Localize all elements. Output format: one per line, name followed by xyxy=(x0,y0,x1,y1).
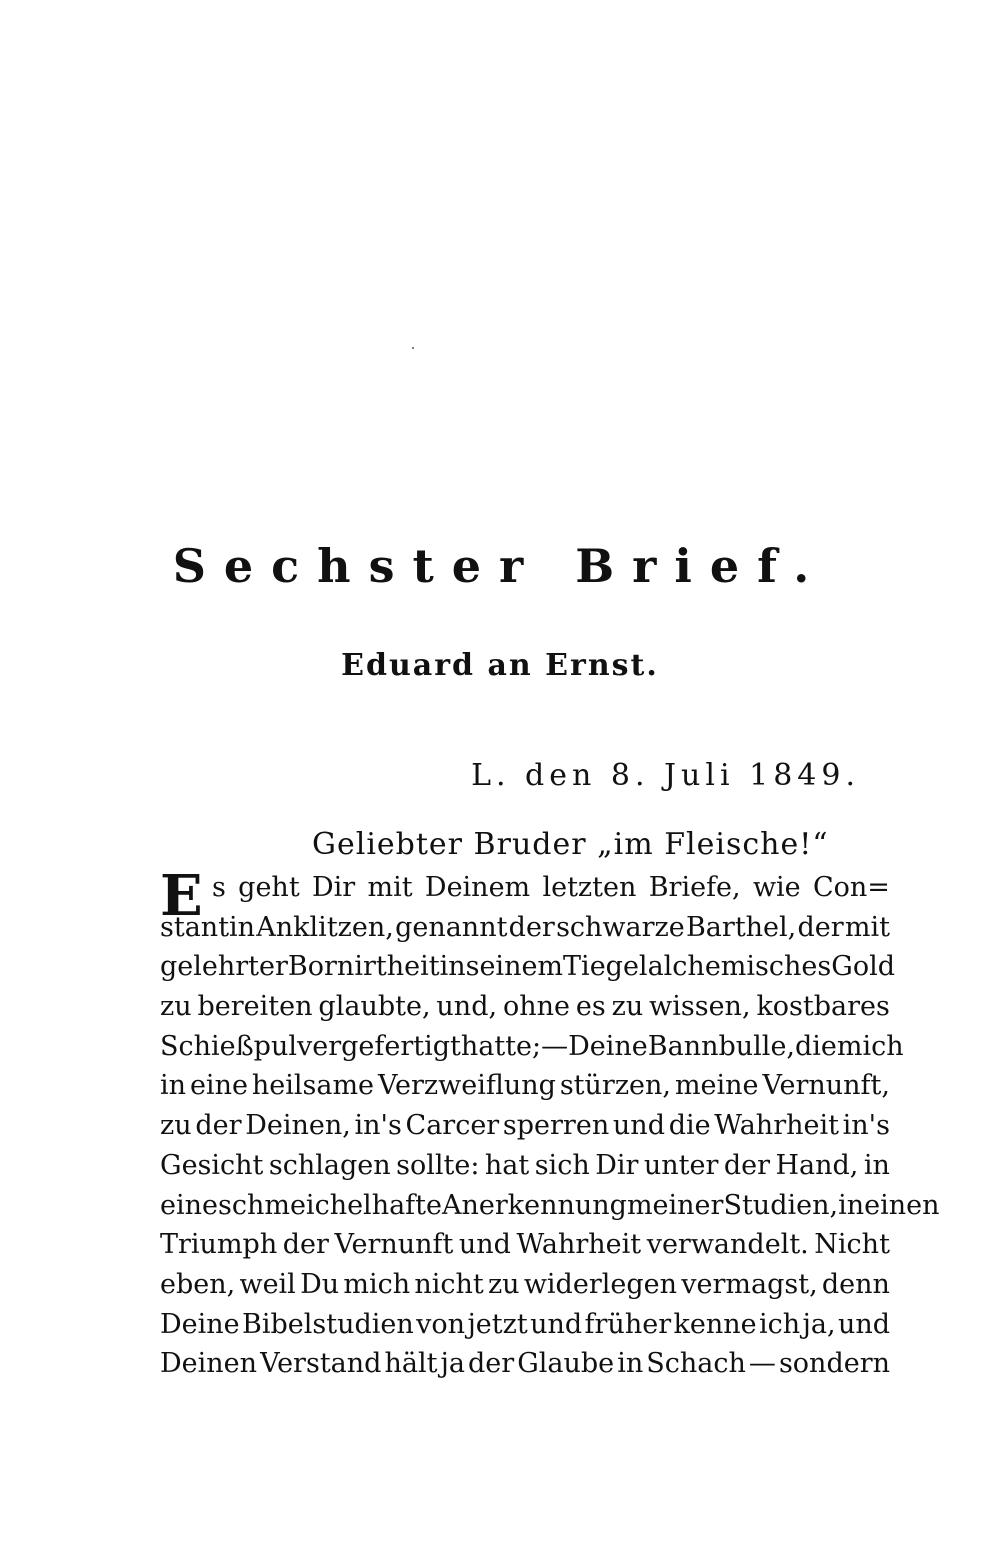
body-word: stantin xyxy=(160,911,256,943)
body-word: in xyxy=(439,951,466,983)
body-word: sollte: xyxy=(396,1149,480,1181)
body-word: Hand, xyxy=(775,1149,859,1181)
body-word: meine xyxy=(674,1070,759,1102)
body-word: früher xyxy=(584,1308,672,1340)
body-line xyxy=(160,947,895,987)
body-line xyxy=(160,987,890,1027)
body-word: ohne xyxy=(502,991,570,1023)
body-word: der xyxy=(723,1149,771,1181)
body-word: der xyxy=(797,911,844,943)
body-word: Deinen, xyxy=(245,1110,351,1142)
body-word: heilsame xyxy=(251,1070,375,1102)
letter-body xyxy=(160,863,940,1384)
body-word: Briefe, xyxy=(648,872,741,903)
body-word: jetzt xyxy=(467,1308,528,1340)
body-word: hält xyxy=(384,1348,438,1380)
body-line xyxy=(160,1066,890,1106)
body-word: die xyxy=(795,1030,837,1062)
body-word: wie xyxy=(752,872,801,903)
body-line xyxy=(160,1146,890,1186)
body-word: alchemisches xyxy=(647,951,832,983)
body-line xyxy=(160,1305,890,1345)
body-word: gefertigt xyxy=(341,1030,461,1062)
body-word: kenne xyxy=(673,1308,757,1340)
chapter-heading: Sechster Brief. xyxy=(172,539,828,593)
body-word: Dir xyxy=(595,1149,639,1181)
body-word: Bornirtheit xyxy=(287,951,440,983)
body-word: Verzweiflung xyxy=(377,1070,556,1102)
body-word: — xyxy=(748,1348,776,1380)
body-word: Deine xyxy=(160,1308,240,1340)
body-word: genannt xyxy=(395,911,508,943)
body-word: Dir xyxy=(312,872,356,903)
body-word: kostbares xyxy=(756,991,890,1023)
body-word: ich xyxy=(758,1308,801,1340)
body-word: meiner xyxy=(626,1189,724,1221)
body-word: Verstand xyxy=(260,1348,382,1380)
body-word: geht xyxy=(238,872,300,903)
body-word: Wahrheit xyxy=(516,1229,642,1261)
body-word: sperren xyxy=(502,1110,610,1142)
body-word: weil xyxy=(239,1268,296,1300)
body-word: letzten xyxy=(542,872,637,903)
body-line xyxy=(160,908,890,948)
body-word: schmeichelhafte xyxy=(217,1189,442,1221)
body-word: und xyxy=(612,1110,665,1142)
body-word: zu xyxy=(487,1268,520,1300)
body-word: stürzen, xyxy=(559,1070,672,1102)
body-word: vermagst, xyxy=(681,1268,818,1300)
body-word: wissen, xyxy=(649,991,751,1023)
body-word: und xyxy=(837,1308,890,1340)
body-word: eine xyxy=(189,1070,248,1102)
body-word: von xyxy=(416,1308,466,1340)
body-word: in's xyxy=(354,1110,402,1142)
body-word: Tiegel xyxy=(563,951,648,983)
body-word: Carcer xyxy=(405,1110,500,1142)
body-word: Du xyxy=(300,1268,340,1300)
print-speck xyxy=(412,347,414,349)
body-line xyxy=(160,1225,890,1265)
body-word: Triumph xyxy=(160,1229,278,1261)
body-word: Anerkennung xyxy=(442,1189,627,1221)
body-word: ja, xyxy=(802,1308,836,1340)
body-word: gelehrter xyxy=(160,951,288,983)
body-word: Schach xyxy=(646,1348,746,1380)
body-word: denn xyxy=(821,1268,890,1300)
body-word: s xyxy=(212,872,226,903)
letter-subheading: Eduard an Ernst. xyxy=(341,648,659,683)
drop-initial: E xyxy=(160,863,203,929)
body-word: zu xyxy=(611,991,644,1023)
body-word: sondern xyxy=(778,1348,890,1380)
letter-dateline: L. den 8. Juli 1849. xyxy=(471,758,860,793)
body-word: schwarze xyxy=(556,911,685,943)
body-word: der xyxy=(195,1110,242,1142)
body-word: bereiten xyxy=(197,991,313,1023)
body-word: eine xyxy=(160,1189,218,1221)
body-word: hat xyxy=(484,1149,530,1181)
body-word: mich xyxy=(836,1030,904,1062)
body-word: in xyxy=(617,1348,644,1380)
body-word: mich xyxy=(343,1268,411,1300)
body-line xyxy=(160,868,890,908)
body-word: mit xyxy=(844,911,890,943)
body-word: Studien, xyxy=(723,1189,839,1221)
body-word: Schießpulver xyxy=(160,1030,342,1062)
body-line xyxy=(160,1027,904,1067)
body-word: die xyxy=(668,1110,711,1142)
body-word: Wahrheit xyxy=(714,1110,839,1142)
body-word: hatte; xyxy=(460,1030,542,1062)
body-word: mit xyxy=(367,872,413,903)
body-word: zu xyxy=(160,991,192,1023)
body-word: Vernunft xyxy=(334,1229,454,1261)
letter-salutation: Geliebter Bruder „im Fleische!“ xyxy=(312,827,829,862)
body-word: Deine xyxy=(568,1030,648,1062)
body-word: unter xyxy=(643,1149,719,1181)
body-word: und xyxy=(458,1229,511,1261)
body-word: Bibelstudien xyxy=(242,1308,414,1340)
body-word: Gesicht xyxy=(160,1149,264,1181)
body-word: schlagen xyxy=(268,1149,391,1181)
body-line xyxy=(160,1344,890,1384)
body-word: und, xyxy=(436,991,498,1023)
body-word: Barthel, xyxy=(685,911,797,943)
body-word: und xyxy=(530,1308,583,1340)
body-line xyxy=(160,1265,890,1305)
body-word: — xyxy=(541,1030,569,1062)
body-word: in xyxy=(838,1189,865,1221)
body-word: in xyxy=(863,1149,890,1181)
body-word: widerlegen xyxy=(523,1268,677,1300)
body-line xyxy=(160,1106,890,1146)
body-word: Bannbulle, xyxy=(647,1030,796,1062)
body-word: Glaube xyxy=(517,1348,615,1380)
body-word: in's xyxy=(842,1110,890,1142)
body-word: zu xyxy=(160,1110,192,1142)
body-word: seinem xyxy=(465,951,564,983)
body-word: in xyxy=(160,1070,187,1102)
body-word: Deinem xyxy=(424,872,531,903)
body-word: es xyxy=(575,991,606,1023)
body-word: nicht xyxy=(414,1268,484,1300)
body-word: der xyxy=(468,1348,515,1380)
body-word: Deinen xyxy=(160,1348,258,1380)
body-word: glaubte, xyxy=(318,991,431,1023)
body-word: Vernunft, xyxy=(762,1070,890,1102)
body-line xyxy=(160,1186,940,1226)
body-word: sich xyxy=(534,1149,590,1181)
body-word: Anklitzen, xyxy=(256,911,394,943)
body-word: Gold xyxy=(831,951,895,983)
body-word: Con= xyxy=(812,872,890,903)
body-word: verwandelt. xyxy=(646,1229,809,1261)
body-word: eben, xyxy=(160,1268,236,1300)
body-word: der xyxy=(508,911,555,943)
body-word: Nicht xyxy=(814,1229,890,1261)
body-word: der xyxy=(282,1229,329,1261)
body-word: ja xyxy=(440,1348,465,1380)
body-word: einen xyxy=(864,1189,940,1221)
